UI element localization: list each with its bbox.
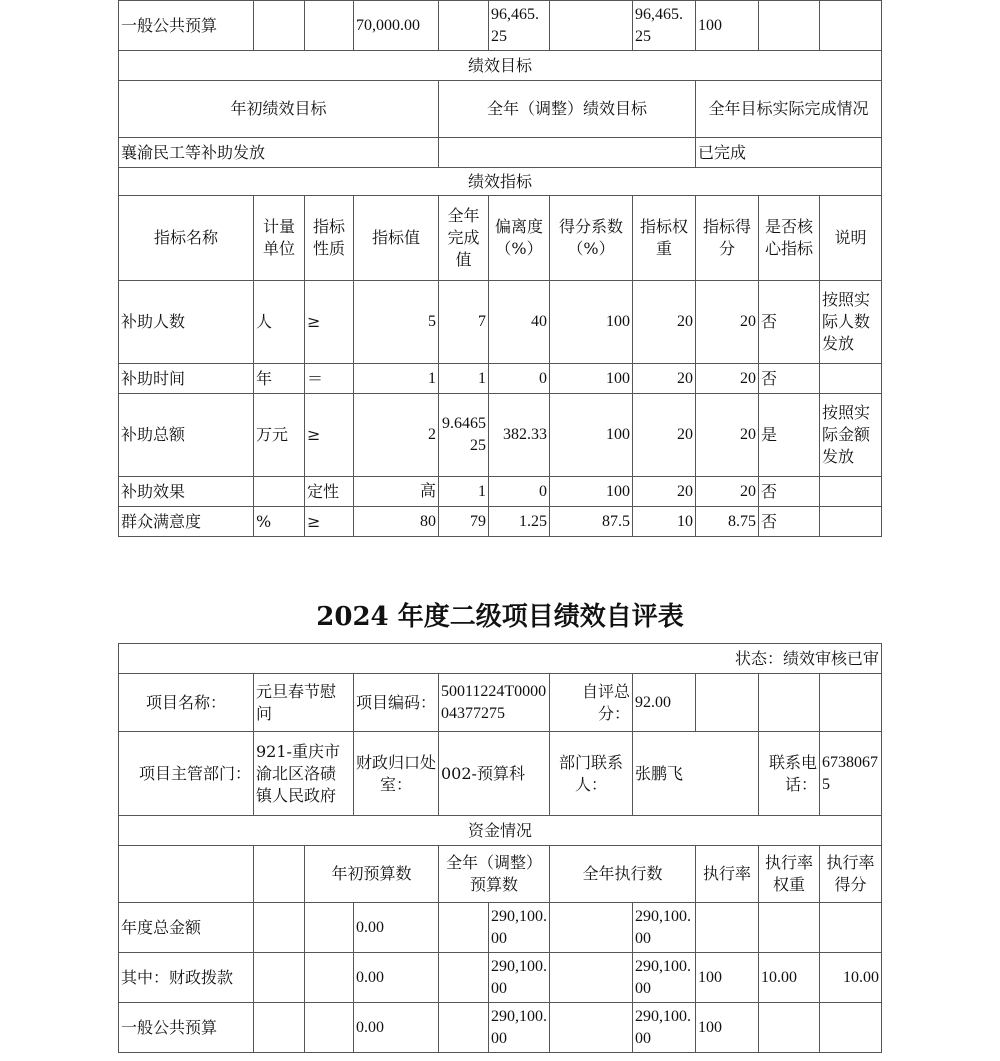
finance-label: 财政归口处室： xyxy=(354,732,439,816)
indicator-name: 补助人数 xyxy=(119,281,254,364)
table-row xyxy=(119,394,882,477)
indicator-deviation: 382.33 xyxy=(489,394,550,477)
indicator-unit: 万元 xyxy=(254,394,305,477)
goal-actual-value: 已完成 xyxy=(696,138,882,168)
indicator-nature: ≥ xyxy=(305,394,354,477)
project-info-row xyxy=(119,674,882,732)
department-row xyxy=(119,732,882,816)
project-name: 元旦春节慰问 xyxy=(254,674,354,732)
col-target-value: 指标值 xyxy=(354,196,439,281)
phone-label: 联系电话： xyxy=(759,732,820,816)
indicator-score: 8.75 xyxy=(696,507,759,537)
col-unit: 计量单位 xyxy=(254,196,305,281)
indicator-name: 补助效果 xyxy=(119,477,254,507)
indicator-score-coef: 100 xyxy=(550,394,633,477)
col-initial-budget: 年初预算数 xyxy=(305,846,439,903)
table-row xyxy=(119,953,882,1003)
funds-header-row xyxy=(119,846,882,903)
funds-weight xyxy=(759,903,820,953)
funds-executed: 290,100.00 xyxy=(633,903,696,953)
budget-adjusted: 96,465. 25 xyxy=(489,1,550,51)
indicator-deviation: 0 xyxy=(489,477,550,507)
goals-header-row xyxy=(119,81,882,138)
indicator-target: 2 xyxy=(354,394,439,477)
indicator-nature: ≥ xyxy=(305,507,354,537)
indicator-nature: 定性 xyxy=(305,477,354,507)
contact-label: 部门联系人： xyxy=(550,732,633,816)
col-rate-weight: 执行率权重 xyxy=(759,846,820,903)
dept-label: 项目主管部门： xyxy=(119,732,254,816)
table-row xyxy=(119,281,882,364)
funds-score xyxy=(820,903,882,953)
indicator-note xyxy=(820,477,882,507)
indicator-weight: 20 xyxy=(633,477,696,507)
funds-adjusted: 290,100.00 xyxy=(489,903,550,953)
table-row xyxy=(119,364,882,394)
table-row xyxy=(119,507,882,537)
indicator-note: 按照实际人数发放 xyxy=(820,281,882,364)
funds-row-label: 一般公共预算 xyxy=(119,1003,254,1053)
indicator-score-coef: 100 xyxy=(550,477,633,507)
indicator-weight: 20 xyxy=(633,364,696,394)
table-row xyxy=(119,1003,882,1053)
funds-rate: 100 xyxy=(696,953,759,1003)
funds-initial: 0.00 xyxy=(354,903,439,953)
funds-weight xyxy=(759,1003,820,1053)
status-badge: 状态：绩效审核已审 xyxy=(119,644,882,674)
dept-value: 921-重庆市渝北区洛碛镇人民政府 xyxy=(254,732,354,816)
project-name-label: 项目名称： xyxy=(119,674,254,732)
goal-col-actual: 全年目标实际完成情况 xyxy=(696,81,882,138)
col-score: 指标得分 xyxy=(696,196,759,281)
indicator-score: 20 xyxy=(696,394,759,477)
budget-row-label: 一般公共预算 xyxy=(119,1,254,51)
contact-value: 张鹏飞 xyxy=(633,732,759,816)
indicator-core: 否 xyxy=(759,477,820,507)
page-title: 2024 年度二级项目绩效自评表 xyxy=(316,602,684,632)
indicator-completion: 79 xyxy=(439,507,489,537)
funds-row-label: 其中：财政拨款 xyxy=(119,953,254,1003)
col-exec-rate: 执行率 xyxy=(696,846,759,903)
goal-col-initial: 年初绩效目标 xyxy=(119,81,439,138)
col-score-coef: 得分系数（%） xyxy=(550,196,633,281)
funds-rate: 100 xyxy=(696,1003,759,1053)
funds-initial: 0.00 xyxy=(354,1003,439,1053)
indicator-core: 否 xyxy=(759,507,820,537)
funds-section-header: 资金情况 xyxy=(119,816,882,846)
indicator-unit: 年 xyxy=(254,364,305,394)
performance-table-continued xyxy=(118,0,882,537)
indicator-note xyxy=(820,364,882,394)
funds-rate xyxy=(696,903,759,953)
indicator-completion: 1 xyxy=(439,364,489,394)
col-completion: 全年完成值 xyxy=(439,196,489,281)
table-row xyxy=(119,903,882,953)
indicator-completion: 7 xyxy=(439,281,489,364)
funds-row-label: 年度总金额 xyxy=(119,903,254,953)
indicator-score-coef: 87.5 xyxy=(550,507,633,537)
col-core: 是否核心指标 xyxy=(759,196,820,281)
indicator-name: 补助时间 xyxy=(119,364,254,394)
funds-weight: 10.00 xyxy=(759,953,820,1003)
indicator-nature: ≥ xyxy=(305,281,354,364)
indicator-score-coef: 100 xyxy=(550,281,633,364)
funds-score xyxy=(820,1003,882,1053)
funds-score: 10.00 xyxy=(820,953,882,1003)
indicator-unit: % xyxy=(254,507,305,537)
project-code-label: 项目编码： xyxy=(354,674,439,732)
indicator-note: 按照实际金额发放 xyxy=(820,394,882,477)
col-note: 说明 xyxy=(820,196,882,281)
indicator-score: 20 xyxy=(696,364,759,394)
goal-initial-value: 襄渝民工等补助发放 xyxy=(119,138,439,168)
indicator-completion: 9.646525 xyxy=(439,394,489,477)
funds-executed: 290,100.00 xyxy=(633,953,696,1003)
self-score-label: 自评总分： xyxy=(550,674,633,732)
indicator-target: 80 xyxy=(354,507,439,537)
col-deviation: 偏离度（%） xyxy=(489,196,550,281)
indicator-header-row xyxy=(119,196,882,281)
col-indicator-name: 指标名称 xyxy=(119,196,254,281)
indicator-score-coef: 100 xyxy=(550,364,633,394)
indicator-name: 补助总额 xyxy=(119,394,254,477)
budget-rate: 100 xyxy=(696,1,759,51)
indicator-target: 1 xyxy=(354,364,439,394)
col-adjusted-budget: 全年（调整）预算数 xyxy=(439,846,550,903)
finance-value: 002-预算科 xyxy=(439,732,550,816)
goal-row xyxy=(119,138,882,168)
indicator-unit: 人 xyxy=(254,281,305,364)
indicator-target: 5 xyxy=(354,281,439,364)
indicator-core: 否 xyxy=(759,364,820,394)
indicator-weight: 20 xyxy=(633,281,696,364)
col-executed: 全年执行数 xyxy=(550,846,696,903)
table-row xyxy=(119,477,882,507)
indicator-target: 高 xyxy=(354,477,439,507)
col-rate-score: 执行率得分 xyxy=(820,846,882,903)
indicator-core: 是 xyxy=(759,394,820,477)
goal-col-adjusted: 全年（调整）绩效目标 xyxy=(439,81,696,138)
indicator-nature: ＝ xyxy=(305,364,354,394)
funds-executed: 290,100.00 xyxy=(633,1003,696,1053)
indicator-note xyxy=(820,507,882,537)
funds-adjusted: 290,100.00 xyxy=(489,953,550,1003)
self-score: 92.00 xyxy=(633,674,696,732)
goal-adjusted-value xyxy=(439,138,696,168)
indicator-core: 否 xyxy=(759,281,820,364)
col-weight: 指标权重 xyxy=(633,196,696,281)
indicator-score: 20 xyxy=(696,477,759,507)
project-code: 50011224T000004377275 xyxy=(439,674,550,732)
indicator-weight: 20 xyxy=(633,394,696,477)
indicator-completion: 1 xyxy=(439,477,489,507)
budget-executed: 96,465. 25 xyxy=(633,1,696,51)
indicator-deviation: 1.25 xyxy=(489,507,550,537)
indicator-score: 20 xyxy=(696,281,759,364)
indicator-deviation: 0 xyxy=(489,364,550,394)
project-evaluation-table xyxy=(118,643,882,1053)
phone-value: 67380675 xyxy=(820,732,882,816)
indicator-unit xyxy=(254,477,305,507)
budget-initial: 70,000.00 xyxy=(354,1,439,51)
funds-adjusted: 290,100.00 xyxy=(489,1003,550,1053)
funds-initial: 0.00 xyxy=(354,953,439,1003)
indicator-weight: 10 xyxy=(633,507,696,537)
indicator-deviation: 40 xyxy=(489,281,550,364)
budget-row xyxy=(119,1,882,51)
indicators-section-header: 绩效指标 xyxy=(119,168,882,196)
col-nature: 指标性质 xyxy=(305,196,354,281)
goals-section-header: 绩效目标 xyxy=(119,51,882,81)
indicator-name: 群众满意度 xyxy=(119,507,254,537)
